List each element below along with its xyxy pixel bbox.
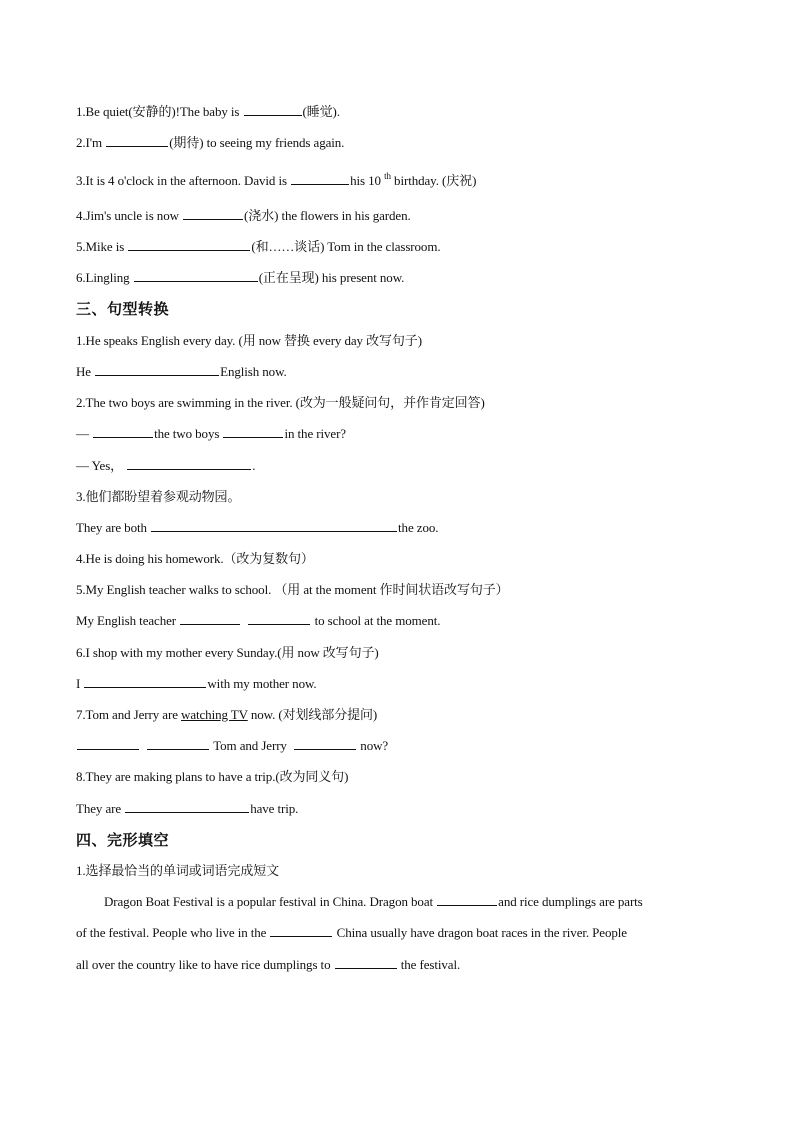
s3-q2-reply: — Yes， . bbox=[76, 458, 256, 473]
answer-blank[interactable] bbox=[244, 103, 302, 116]
section-4-title: 四、完形填空 bbox=[76, 831, 170, 849]
answer-blank[interactable] bbox=[183, 207, 243, 220]
s3-q3-answer: They are both the zoo. bbox=[76, 520, 439, 535]
s3-q1-prompt: 1.He speaks English every day. (用 now 替换 every day 改写句子) bbox=[76, 333, 422, 348]
s3-q7-answer: Tom and Jerry now? bbox=[76, 737, 388, 755]
answer-blank[interactable] bbox=[84, 675, 206, 688]
answer-blank[interactable] bbox=[248, 612, 310, 625]
s3-q2-prompt: 2.The two boys are swimming in the river. (改为一般疑问句，并作肯定回答) bbox=[76, 395, 485, 410]
answer-blank[interactable] bbox=[134, 269, 258, 282]
answer-blank[interactable] bbox=[147, 737, 209, 750]
answer-blank[interactable] bbox=[127, 457, 251, 470]
underlined-phrase: watching TV bbox=[181, 707, 248, 722]
answer-blank[interactable] bbox=[270, 924, 332, 937]
s3-q8-prompt: 8.They are making plans to have a trip.(改为同义句) bbox=[76, 769, 349, 784]
s3-q8-answer: They are have trip. bbox=[76, 801, 299, 816]
fill-item-3: 3.It is 4 o'clock in the afternoon. David is his 10 $^{th}$ birthday. (庆祝) bbox=[76, 171, 477, 188]
answer-blank[interactable] bbox=[125, 800, 249, 813]
answer-blank[interactable] bbox=[95, 363, 219, 376]
s3-q5-answer: My English teacher to school at the moment. bbox=[76, 613, 441, 628]
s4-instruction: 1.选择最恰当的单词或词语完成短文 bbox=[76, 863, 280, 878]
fill-item-6: 6.Lingling (正在呈现) his present now. bbox=[76, 270, 405, 285]
answer-blank[interactable] bbox=[93, 425, 153, 438]
answer-blank[interactable] bbox=[291, 172, 349, 185]
answer-blank[interactable] bbox=[335, 956, 397, 969]
answer-blank[interactable] bbox=[223, 425, 283, 438]
answer-blank[interactable] bbox=[437, 893, 497, 906]
cloze-line-3: all over the country like to have rice dumplings to the festival. bbox=[76, 957, 461, 972]
fill-item-1: 1.Be quiet(安静的)!The baby is (睡觉). bbox=[76, 104, 340, 119]
s3-q7-prompt: 7.Tom and Jerry are watching TV now. (对划线部分提问) bbox=[76, 707, 378, 722]
s3-q6-answer: I with my mother now. bbox=[76, 676, 317, 691]
s3-q4-prompt: 4.He is doing his homework.（改为复数句） bbox=[76, 551, 314, 566]
fill-item-5: 5.Mike is (和……谈话) Tom in the classroom. bbox=[76, 239, 441, 254]
answer-blank[interactable] bbox=[77, 737, 139, 750]
s3-q2-answer: — the two boys in the river? bbox=[76, 426, 346, 441]
s3-q3-prompt: 3.他们都盼望着参观动物园。 bbox=[76, 489, 241, 504]
fill-item-2: 2.I'm (期待) to seeing my friends again. bbox=[76, 135, 345, 150]
cloze-line-2: of the festival. People who live in the China usually have dragon boat races in the river. People bbox=[76, 925, 627, 940]
s3-q5-prompt: 5.My English teacher walks to school. （用 at the moment 作时间状语改写句子） bbox=[76, 582, 509, 597]
s3-q6-prompt: 6.I shop with my mother every Sunday.(用 now 改写句子) bbox=[76, 645, 379, 660]
s3-q1-answer: He English now. bbox=[76, 364, 287, 379]
answer-blank[interactable] bbox=[151, 519, 397, 532]
answer-blank[interactable] bbox=[180, 612, 240, 625]
cloze-line-1: Dragon Boat Festival is a popular festival in China. Dragon boat and rice dumplings are parts bbox=[104, 894, 643, 909]
answer-blank[interactable] bbox=[294, 737, 356, 750]
answer-blank[interactable] bbox=[106, 134, 168, 147]
answer-blank[interactable] bbox=[128, 238, 250, 251]
section-3-title: 三、句型转换 bbox=[76, 300, 170, 318]
fill-item-4: 4.Jim's uncle is now (浇水) the flowers in his garden. bbox=[76, 208, 411, 223]
